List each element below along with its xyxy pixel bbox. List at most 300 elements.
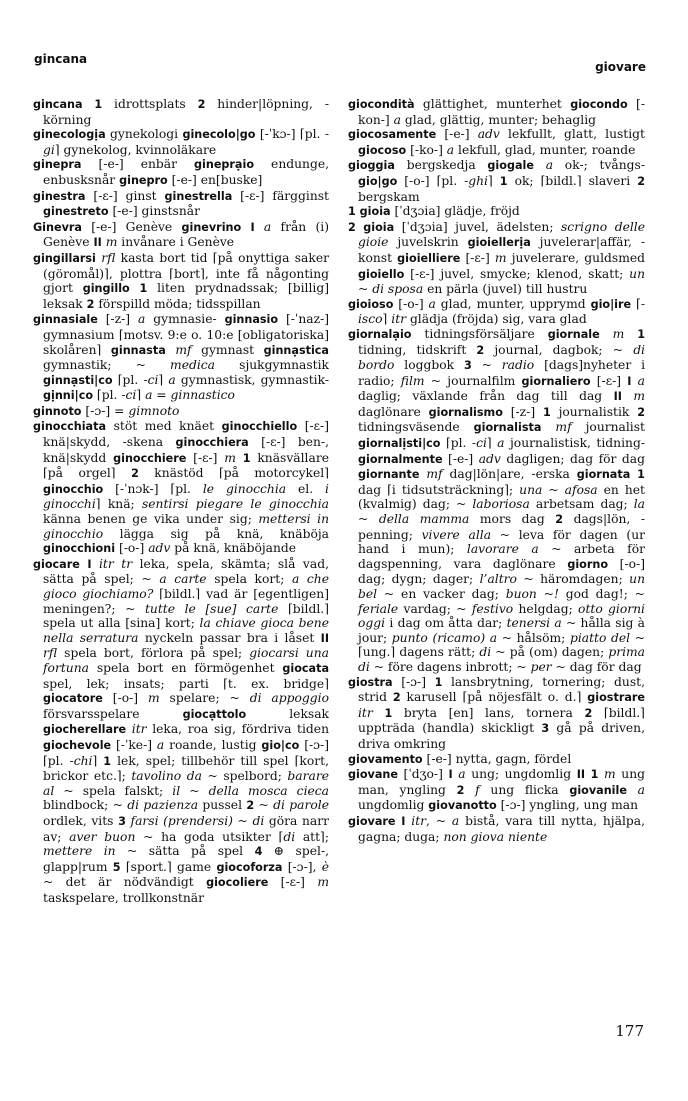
entry-text: bryta [en] lans, tornera xyxy=(392,705,585,720)
entry-text: spela bort en förmögenhet xyxy=(88,660,283,675)
dictionary-entry xyxy=(348,97,645,127)
italic-text: vivere alla xyxy=(421,527,492,542)
entry-text xyxy=(83,97,95,111)
headword: giocondità xyxy=(348,98,415,111)
entry-text: ~ ha goda utsikter ⌈ xyxy=(135,829,284,844)
entry-text: ~ spelbord; xyxy=(201,769,288,784)
bold-term: ginecolo|go xyxy=(182,128,256,142)
bold-term: gio|co xyxy=(261,738,300,752)
entry-text: [-ɛ-] xyxy=(186,450,225,465)
italic-text: itr xyxy=(411,813,427,828)
italic-text: di bordo xyxy=(358,342,645,373)
entry-text: ⌉ xyxy=(92,753,104,768)
bold-term: giocondo xyxy=(570,98,628,111)
italic-text: a che gioco giochiamo? xyxy=(43,572,329,601)
bold-term: gineprạio xyxy=(194,158,255,172)
bold-term: 2 gioia xyxy=(348,220,395,234)
dictionary-entry xyxy=(33,220,329,251)
bold-term: giogale xyxy=(487,159,534,173)
headword: ginnasiale xyxy=(33,313,98,327)
bold-term: 3 xyxy=(541,722,550,736)
bold-term: 1 xyxy=(94,98,103,111)
bold-term: 2 xyxy=(131,467,139,481)
italic-text: otto giorni oggi xyxy=(358,601,645,631)
bold-term: gịnni|co xyxy=(43,389,94,403)
entry-text: ~ på (om) dagen; xyxy=(491,645,609,660)
italic-text: adv xyxy=(478,451,501,466)
entry-text: [-e-] ginstsnår xyxy=(108,204,200,219)
italic-text: m xyxy=(224,450,236,465)
bold-term: giornante xyxy=(358,468,420,482)
entry-text: leka, spela, skämta; slå vad, sätta på spel; ~ xyxy=(43,556,329,587)
entry-text: helgdag; xyxy=(513,601,579,616)
italic-text: m xyxy=(612,326,625,341)
headword: Ginevra xyxy=(33,220,82,234)
italic-text: un bel xyxy=(358,572,645,601)
running-head-right: giovare xyxy=(595,60,646,74)
entry-text: [-ɛ-] ginst xyxy=(85,188,165,203)
italic-text: radio xyxy=(501,358,535,373)
entry-text: ~ en vacker dag; xyxy=(377,587,506,601)
entry-text: gymnasie- xyxy=(145,312,225,327)
headword: giovane xyxy=(348,768,398,782)
entry-text: dagligen; dag för dag xyxy=(500,451,645,466)
entry-text: att⌉; xyxy=(295,829,329,844)
entry-text: [ˈdʒɔia] juvel, ädelsten; xyxy=(394,219,561,234)
entry-text: ~ journalfilm xyxy=(424,373,522,388)
italic-text: sentirsi piegare le ginocchia xyxy=(141,497,329,512)
dictionary-entry xyxy=(348,752,645,768)
entry-text xyxy=(236,451,243,465)
bold-term: giornaliero xyxy=(521,374,591,388)
bold-term: ginestreto xyxy=(43,205,109,219)
italic-text: itr xyxy=(358,705,373,720)
entry-text: [ˈdʒɔia] glädje, fröjd xyxy=(390,204,520,219)
entry-text: tidning, tidskrift xyxy=(358,342,477,357)
bold-term: ginocchioni xyxy=(43,542,116,556)
entry-text: ~ före dagens inbrott; ~ xyxy=(369,659,531,674)
italic-text: tutte le [sue] carte xyxy=(144,601,279,616)
bold-term: 2 xyxy=(197,98,206,111)
entry-text: stöt med knäet xyxy=(106,419,222,434)
entry-text: ~ sätta på spel xyxy=(115,844,255,859)
entry-text xyxy=(622,389,633,403)
headword: ginecologịa xyxy=(33,128,106,142)
entry-text: [-e-] en[buske] xyxy=(167,172,263,187)
entry-text: , ~ xyxy=(426,813,452,828)
headword: giovare I xyxy=(348,814,406,828)
entry-text: [-ko-] xyxy=(406,142,447,157)
bold-term: 1 xyxy=(637,468,645,482)
entry-text: gymnastik; ~ xyxy=(43,358,171,373)
entry-text: ok; ⌈bildl.⌉ slaveri xyxy=(507,173,638,188)
italic-text: è xyxy=(321,859,329,874)
italic-text: una ~ afosa xyxy=(519,482,598,497)
bold-term: ginocchiere xyxy=(113,451,187,465)
entry-text: känna benen ge vika under sig; xyxy=(43,512,259,527)
entry-text: mors dag xyxy=(469,512,556,527)
italic-text: itr tr xyxy=(99,556,133,571)
italic-text: -chi xyxy=(69,753,93,768)
headword: giostra xyxy=(348,675,393,689)
bold-term: ginepro xyxy=(119,173,168,187)
dictionary-entry xyxy=(348,127,645,158)
entry-text: ⌉ xyxy=(382,312,392,327)
entry-text: [-o-] xyxy=(393,296,429,311)
italic-text: aver buon xyxy=(69,829,136,844)
italic-text: il ~ della mosca cieca xyxy=(172,783,329,798)
entry-text: gynekologi xyxy=(105,127,183,142)
italic-text: rfl xyxy=(101,250,116,265)
dictionary-entry xyxy=(33,157,329,188)
entry-text: roande, lustig xyxy=(164,737,262,752)
bold-term: II xyxy=(320,631,329,645)
entry-text: [-ɛ-] ben-, knä|skydd xyxy=(43,435,329,465)
italic-text: adv xyxy=(148,541,171,556)
bold-term: 2 xyxy=(456,783,465,797)
italic-text: itr xyxy=(391,312,407,327)
entry-text: karusell ⌈på nöjesfält o. d.⌉ xyxy=(400,690,588,705)
dictionary-entry xyxy=(33,127,329,157)
entry-text: förspilld möda; tidsspillan xyxy=(94,296,261,311)
entry-text: ~ xyxy=(471,358,502,373)
italic-text: gimnoto xyxy=(128,403,180,418)
entry-text: [-ɔ-], xyxy=(282,859,322,874)
entry-text xyxy=(91,557,99,571)
entry-text: göra narr av; xyxy=(43,813,329,844)
entry-text: ⊕ spel-, glapp|rum xyxy=(43,844,329,874)
entry-text: tidningsförsäljare xyxy=(411,326,548,341)
bold-term: ginestrella xyxy=(164,189,233,203)
bold-term: giocoso xyxy=(358,143,407,157)
entry-text: knäsvällare ⌈på orgel⌉ xyxy=(43,450,329,481)
entry-text: ung flicka xyxy=(479,782,570,797)
entry-text: [-ɛ-] färgginst xyxy=(232,188,329,203)
bold-term: ginnasta xyxy=(110,343,166,357)
bold-term: ginnạsti|co xyxy=(43,373,113,387)
italic-text: tenersi a xyxy=(506,616,562,631)
entry-text: ~ dag för dag xyxy=(551,659,642,674)
entry-text: ⌈pl. xyxy=(112,372,144,387)
entry-text: liten prydnadssak; [billig] leksak xyxy=(43,281,329,311)
bold-term: giorno xyxy=(567,557,609,571)
dictionary-entry xyxy=(348,327,645,675)
entry-text: leka, roa sig, fördriva tiden xyxy=(146,722,329,737)
entry-text xyxy=(534,158,546,172)
italic-text: giocarsi una fortuna xyxy=(43,646,329,675)
right-column xyxy=(348,97,645,1037)
italic-text: a xyxy=(458,767,466,782)
entry-text: [-ˈnɔk-] ⌈pl. xyxy=(103,481,203,496)
dictionary-entry xyxy=(348,220,645,297)
italic-text: m xyxy=(105,235,118,250)
entry-text: daglönare xyxy=(358,404,429,419)
dictionary-entry xyxy=(33,404,329,420)
bold-term: ginevrino I xyxy=(181,220,255,234)
entry-text: bistå, vara till nytta, hjälpa, gagna; duga; xyxy=(358,813,645,844)
italic-text: mettere in xyxy=(43,844,116,859)
entry-text: ~ hålsöm; xyxy=(497,630,570,645)
bold-term: II 1 xyxy=(576,768,599,782)
italic-text: la ~ della mamma xyxy=(358,497,645,527)
entry-text: dag ⌈i tidsutsträckning⌉; xyxy=(358,482,520,497)
dictionary-entry xyxy=(33,189,329,220)
entry-text: spel, lek; insats; parti ⌈t. ex. bridge⌉ xyxy=(43,676,329,691)
entry-text: glad, glättig, munter; behaglig xyxy=(400,112,597,127)
italic-text: a xyxy=(545,158,554,173)
entry-text: lekfullt, glatt, lustigt xyxy=(499,127,645,142)
entry-text: ~ ⌈ung.⌉ dagens rätt; xyxy=(358,630,645,660)
entry-text: [-ɛ-] knä|skydd, -skena xyxy=(43,419,329,450)
italic-text: -gi xyxy=(43,127,329,157)
entry-text: ⌉ xyxy=(486,436,498,451)
entry-text xyxy=(373,706,385,720)
italic-text: di xyxy=(479,645,492,660)
dictionary-entry xyxy=(33,419,329,556)
italic-text: m xyxy=(633,389,645,404)
dictionary-entry xyxy=(33,97,329,127)
bold-term: 1 xyxy=(242,451,251,465)
bold-term: gio|go xyxy=(358,174,398,188)
italic-text: -ci xyxy=(143,372,159,387)
entry-text: ~ leva för dagen (ur hand i mun); xyxy=(358,527,645,557)
italic-text: tavolino da xyxy=(131,769,202,784)
headword: giornalạio xyxy=(348,327,412,341)
entry-text: endunge, enbusksnår xyxy=(43,157,329,187)
italic-text: a xyxy=(263,219,272,234)
italic-text: adv xyxy=(477,127,500,142)
bold-term: giovanotto xyxy=(428,799,497,813)
entry-text xyxy=(541,420,555,434)
entry-text: på knä, knäböjande xyxy=(170,541,297,556)
italic-text: a carte xyxy=(159,572,207,587)
italic-text: di appoggio xyxy=(249,691,329,706)
bold-term: gioiello xyxy=(358,267,405,281)
bold-term: ginocchiera xyxy=(175,436,249,450)
entry-text: journal, dagbok; ~ xyxy=(484,342,634,357)
entry-text: ~ spela falskt; xyxy=(54,783,173,798)
entry-text: juvelskrin xyxy=(388,235,468,250)
entry-text: ung man, yngling xyxy=(358,767,645,797)
entry-text: sjukgymnastik xyxy=(215,358,329,373)
entry-text: [-ˈke-] xyxy=(111,737,157,752)
entry-text: ⌈bildl.⌉ uppträda (handla) skickligt xyxy=(358,705,645,736)
entry-text: [-ɛ-] juvel, smycke; klenod, skatt; xyxy=(404,266,630,281)
italic-text: film xyxy=(400,373,425,388)
entry-text: [-ɛ-] xyxy=(268,875,318,890)
headword: giocosamente xyxy=(348,128,437,142)
entry-text: från (i) Genève xyxy=(43,219,329,250)
headword: ginocchiata xyxy=(33,420,107,434)
bold-term: giostrare xyxy=(587,691,645,705)
italic-text: punto (ricamo) a xyxy=(391,630,498,645)
italic-text: per xyxy=(530,659,552,674)
italic-text: rfl xyxy=(43,646,58,661)
page-number: 177 xyxy=(615,1022,644,1040)
italic-text: m xyxy=(147,691,160,706)
entry-text: [-ɛ-] xyxy=(460,250,495,265)
italic-text: festivo xyxy=(471,601,514,616)
headword: giovamento xyxy=(348,752,423,766)
bold-term: ginocchiello xyxy=(221,420,298,434)
entry-text: [-ɔ-] ⌈pl. xyxy=(43,737,329,768)
headword: gingillarsi xyxy=(33,251,96,265)
bold-term: 2 xyxy=(637,174,645,188)
bold-term: giornalismo xyxy=(428,405,503,419)
entry-text: spela kort; xyxy=(206,572,292,587)
dictionary-entry xyxy=(348,158,645,204)
entry-text: tidningsväsende xyxy=(358,420,474,435)
entry-text: journalistisk, tidning- xyxy=(504,436,645,451)
left-column xyxy=(33,97,329,1037)
italic-text: a xyxy=(497,436,505,451)
entry-text: ~ xyxy=(254,798,274,813)
headword: giocare I xyxy=(33,557,92,571)
entry-text: dags|lön, -penning; xyxy=(358,512,645,542)
entry-text: idrottsplats xyxy=(102,97,198,111)
entry-text: lekfull, glad, munter, roande xyxy=(454,142,636,157)
italic-text: a xyxy=(637,373,645,388)
italic-text: medica xyxy=(170,358,216,373)
entry-text: daglig; växlande från dag till dag xyxy=(358,389,614,404)
bold-term: giornalmente xyxy=(358,452,443,466)
bold-term: 2 xyxy=(246,799,255,813)
italic-text: le ginocchia xyxy=(202,481,287,496)
italic-text: buon ~! xyxy=(505,587,559,601)
headword: gioggia xyxy=(348,159,395,173)
entry-text: ⌉ xyxy=(158,372,169,387)
headword: ginnoto xyxy=(33,404,82,418)
bold-term: 1 gioia xyxy=(348,205,391,219)
bold-term: giornata xyxy=(576,468,631,482)
bold-term: 4 xyxy=(254,845,263,859)
bold-term: giornalista xyxy=(473,421,542,435)
bold-term: 1 xyxy=(103,754,112,768)
italic-text: non giova niente xyxy=(443,829,548,844)
entry-text: glädja (fröjda) sig, vara glad xyxy=(406,312,587,327)
entry-text: [-z-] xyxy=(97,312,138,327)
bold-term: giovanile xyxy=(569,783,627,797)
bold-term: 1 xyxy=(384,706,393,720)
entry-text: ⌉ xyxy=(136,388,146,403)
running-head-left: gincana xyxy=(34,52,88,66)
italic-text: a xyxy=(451,813,460,828)
bold-term: 2 xyxy=(637,405,645,419)
italic-text: di parole xyxy=(273,798,329,813)
entry-text: ungdomlig xyxy=(358,798,429,813)
bold-term: 1 xyxy=(499,174,508,188)
entry-text xyxy=(255,220,264,234)
italic-text: -ghi xyxy=(464,173,488,188)
bold-term: giocatore xyxy=(43,692,103,706)
entry-text: bergskam xyxy=(358,189,420,204)
entry-text: [-ɛ-] xyxy=(590,373,628,388)
italic-text: barare al xyxy=(43,769,329,798)
bold-term: 2 xyxy=(392,691,401,705)
italic-text: f xyxy=(475,782,480,797)
entry-text: glad, munter, upprymd xyxy=(435,296,591,311)
italic-text: farsi (prendersi) ~ di xyxy=(130,813,265,828)
entry-text: ⌈pl. xyxy=(93,388,122,403)
entry-text: försvarsspelare xyxy=(43,706,183,721)
entry-text: gymnastisk, gymnastik- xyxy=(175,372,329,387)
entry-text: [-o-] xyxy=(115,541,149,556)
italic-text: a xyxy=(156,737,165,752)
entry-text: god dag!; ~ xyxy=(558,587,645,601)
entry-text: [-e-] xyxy=(442,451,479,466)
bold-term: giornale xyxy=(547,327,600,341)
entry-text: [-kon-] xyxy=(358,97,645,127)
entry-text: el. xyxy=(286,481,326,496)
dictionary-entry xyxy=(348,675,645,752)
entry-text: gå på driven, driva omkring xyxy=(358,721,645,751)
bold-term: giocata xyxy=(282,661,329,675)
bold-term: ginnạstica xyxy=(263,343,329,357)
italic-text: feriale xyxy=(358,601,399,616)
bold-term: 2 xyxy=(555,513,564,527)
headword: ginestra xyxy=(33,189,86,203)
entry-text: bergskedja xyxy=(394,158,488,173)
entry-text: journalistik xyxy=(550,404,638,419)
entry-text: journalist xyxy=(571,420,645,435)
bold-term: 1 xyxy=(434,675,443,689)
entry-text: ⌉ xyxy=(488,173,500,188)
bold-term: 5 xyxy=(112,860,121,874)
entry-text: [dags]nyheter i radio; xyxy=(358,358,645,388)
entry-text xyxy=(624,327,637,341)
entry-text: [-ˈkɔ-] ⌈pl. xyxy=(255,127,325,142)
entry-text: spelare; ~ xyxy=(159,691,250,706)
entry-text: invånare i Genève xyxy=(117,235,235,250)
entry-text: ~ hålla sig à jour; xyxy=(358,616,645,645)
italic-text: a xyxy=(446,142,455,157)
entry-text: loggbok xyxy=(394,358,464,373)
dictionary-entry xyxy=(348,204,645,220)
italic-text: a xyxy=(637,782,645,797)
italic-text: laboriosa xyxy=(472,497,530,512)
bold-term: II xyxy=(613,390,622,404)
entry-text: ⌉ knä; xyxy=(95,497,142,512)
entry-text: dag|lön|are, -erska xyxy=(442,467,577,482)
dictionary-entry xyxy=(348,814,645,844)
italic-text: la chiave gioca bene nella serratura xyxy=(43,616,329,645)
bold-term: giocạttolo xyxy=(182,707,247,721)
entry-text: vardag; ~ xyxy=(398,601,472,616)
bold-term: giochevole xyxy=(43,738,112,752)
italic-text: m xyxy=(317,875,329,890)
entry-text: en het (kvalmig) dag; ~ xyxy=(358,482,645,512)
entry-text: [-z-] xyxy=(502,404,543,419)
bold-term: I xyxy=(627,374,632,388)
entry-text: en pärla (juvel) till hustru xyxy=(423,282,588,297)
dictionary-entry xyxy=(33,557,329,906)
italic-text: piatto del xyxy=(569,630,631,645)
entry-text: pussel xyxy=(198,798,247,813)
italic-text: a xyxy=(393,112,401,127)
bold-term: 2 xyxy=(476,343,485,357)
bold-term: 3 xyxy=(463,359,472,373)
entry-text: ung; ungdomlig xyxy=(465,767,577,782)
entry-text: hinder|löpning, -körning xyxy=(43,97,329,127)
entry-text: juvelerare, guldsmed xyxy=(506,250,645,265)
italic-text: -ci xyxy=(471,436,487,451)
entry-text: [ˈdʒo-] xyxy=(397,767,449,782)
italic-text: lavorare a xyxy=(466,542,539,557)
entry-text: glättighet, munterhet xyxy=(414,97,571,111)
italic-text: a = ginnastico xyxy=(145,388,235,403)
bold-term: II xyxy=(93,236,102,250)
bold-term: gioielliere xyxy=(397,251,461,265)
